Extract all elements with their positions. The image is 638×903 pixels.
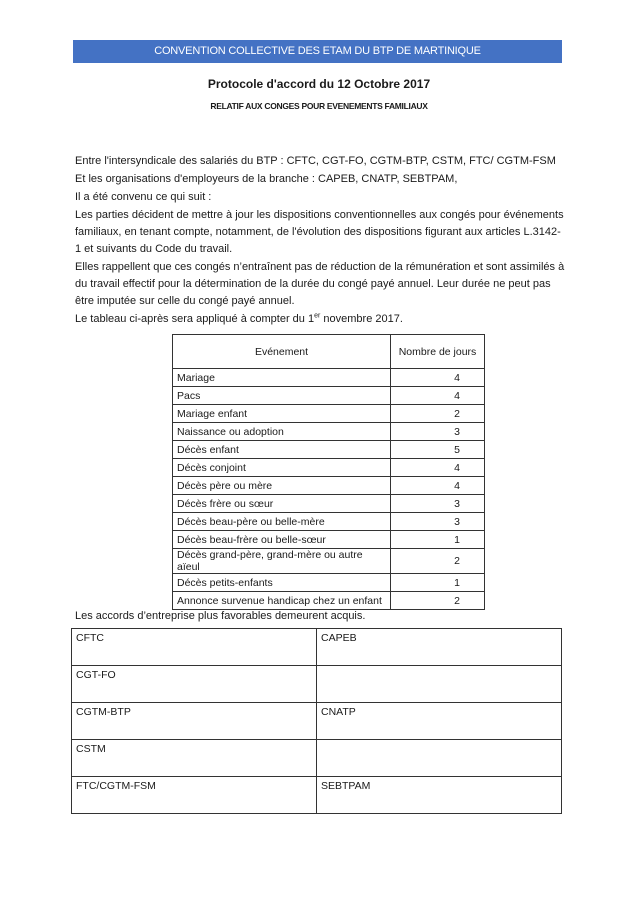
event-days-cell: 3 <box>391 495 485 513</box>
employer-signatory-cell <box>317 666 562 703</box>
paragraph-agreed: Il a été convenu ce qui suit : <box>75 191 212 203</box>
signatory-row <box>72 703 562 740</box>
document-subtitle: RELATIF AUX CONGES POUR EVENEMENTS FAMILIAUX <box>210 101 428 111</box>
signatories-table <box>71 628 562 814</box>
union-signatory-cell: CFTC <box>72 629 317 666</box>
event-days-cell: 3 <box>391 423 485 441</box>
document-body <box>75 153 565 329</box>
event-days-cell: 4 <box>391 459 485 477</box>
event-days-cell: 2 <box>391 405 485 423</box>
table-row <box>173 477 485 495</box>
document-banner: CONVENTION COLLECTIVE DES ETAM DU BTP DE MARTINIQUE <box>73 40 562 63</box>
event-days-cell: 1 <box>391 574 485 592</box>
table-row <box>173 387 485 405</box>
paragraph-parties-employers: Et les organisations d'employeurs de la branche : CAPEB, CNATP, SEBTPAM, <box>75 173 458 185</box>
table-row <box>173 513 485 531</box>
paragraph-update: Les parties décident de mettre à jour les dispositions conventionnelles aux congés pour événements familiaux, en tenant compte, notamment, de l'évolution des dispositions figurant aux articles L.3142-1 et suivants du Code du travail. <box>75 209 564 255</box>
signatory-row <box>72 629 562 666</box>
employer-signatory-cell: CNATP <box>317 703 562 740</box>
union-signatory-cell: CSTM <box>72 740 317 777</box>
table-row <box>173 423 485 441</box>
event-name-cell: Décès beau-père ou belle-mère <box>173 513 391 531</box>
event-name-cell: Décès petits-enfants <box>173 574 391 592</box>
column-header-days: Nombre de jours <box>391 335 485 369</box>
event-days-cell: 1 <box>391 531 485 549</box>
table-row <box>173 574 485 592</box>
event-name-cell: Décès conjoint <box>173 459 391 477</box>
event-days-cell: 4 <box>391 477 485 495</box>
signatory-row <box>72 740 562 777</box>
events-table-header <box>173 335 485 369</box>
event-name-cell: Annonce survenue handicap chez un enfant <box>173 592 391 610</box>
event-days-cell: 2 <box>391 549 485 574</box>
event-name-cell: Décès beau-frère ou belle-sœur <box>173 531 391 549</box>
employer-signatory-cell <box>317 740 562 777</box>
closing-statement: Les accords d’entreprise plus favorables demeurent acquis. <box>75 610 366 622</box>
effective-date-text-end: novembre 2017. <box>320 313 403 325</box>
employer-signatory-cell: SEBTPAM <box>317 777 562 814</box>
event-name-cell: Pacs <box>173 387 391 405</box>
paragraph-parties-unions: Entre l'intersyndicale des salariés du BTP : CFTC, CGT-FO, CGTM-BTP, CSTM, FTC/ CGTM-FSM <box>75 155 556 167</box>
event-name-cell: Décès grand-père, grand-mère ou autre aïeul <box>173 549 391 574</box>
event-days-cell: 4 <box>391 387 485 405</box>
event-name-cell: Mariage enfant <box>173 405 391 423</box>
paragraph-remuneration: Elles rappellent que ces congés n’entraînent pas de réduction de la rémunération et sont assimilés à du travail effectif pour la détermination de la durée du congé payé annuel. Leur durée ne peut pas être imputée sur celle du congé payé annuel. <box>75 261 565 307</box>
table-row <box>173 369 485 387</box>
signatory-row <box>72 777 562 814</box>
table-row <box>173 495 485 513</box>
event-name-cell: Décès père ou mère <box>173 477 391 495</box>
table-row <box>173 549 485 574</box>
union-signatory-cell: FTC/CGTM-FSM <box>72 777 317 814</box>
table-row <box>173 405 485 423</box>
event-name-cell: Décès frère ou sœur <box>173 495 391 513</box>
ordinal-suffix: er <box>314 312 321 320</box>
table-row <box>173 592 485 610</box>
event-days-cell: 3 <box>391 513 485 531</box>
event-days-cell: 5 <box>391 441 485 459</box>
column-header-event: Evénement <box>173 335 391 369</box>
event-name-cell: Décès enfant <box>173 441 391 459</box>
table-row <box>173 531 485 549</box>
table-row <box>173 441 485 459</box>
events-table <box>172 334 485 610</box>
union-signatory-cell: CGTM-BTP <box>72 703 317 740</box>
event-days-cell: 4 <box>391 369 485 387</box>
paragraph-effective-date <box>75 311 565 328</box>
table-row <box>173 459 485 477</box>
event-name-cell: Naissance ou adoption <box>173 423 391 441</box>
event-days-cell: 2 <box>391 592 485 610</box>
document-title: Protocole d'accord du 12 Octobre 2017 <box>207 77 431 91</box>
signatory-row <box>72 666 562 703</box>
employer-signatory-cell: CAPEB <box>317 629 562 666</box>
event-name-cell: Mariage <box>173 369 391 387</box>
effective-date-text: Le tableau ci-après sera appliqué à compter du 1 <box>75 313 315 325</box>
union-signatory-cell: CGT-FO <box>72 666 317 703</box>
